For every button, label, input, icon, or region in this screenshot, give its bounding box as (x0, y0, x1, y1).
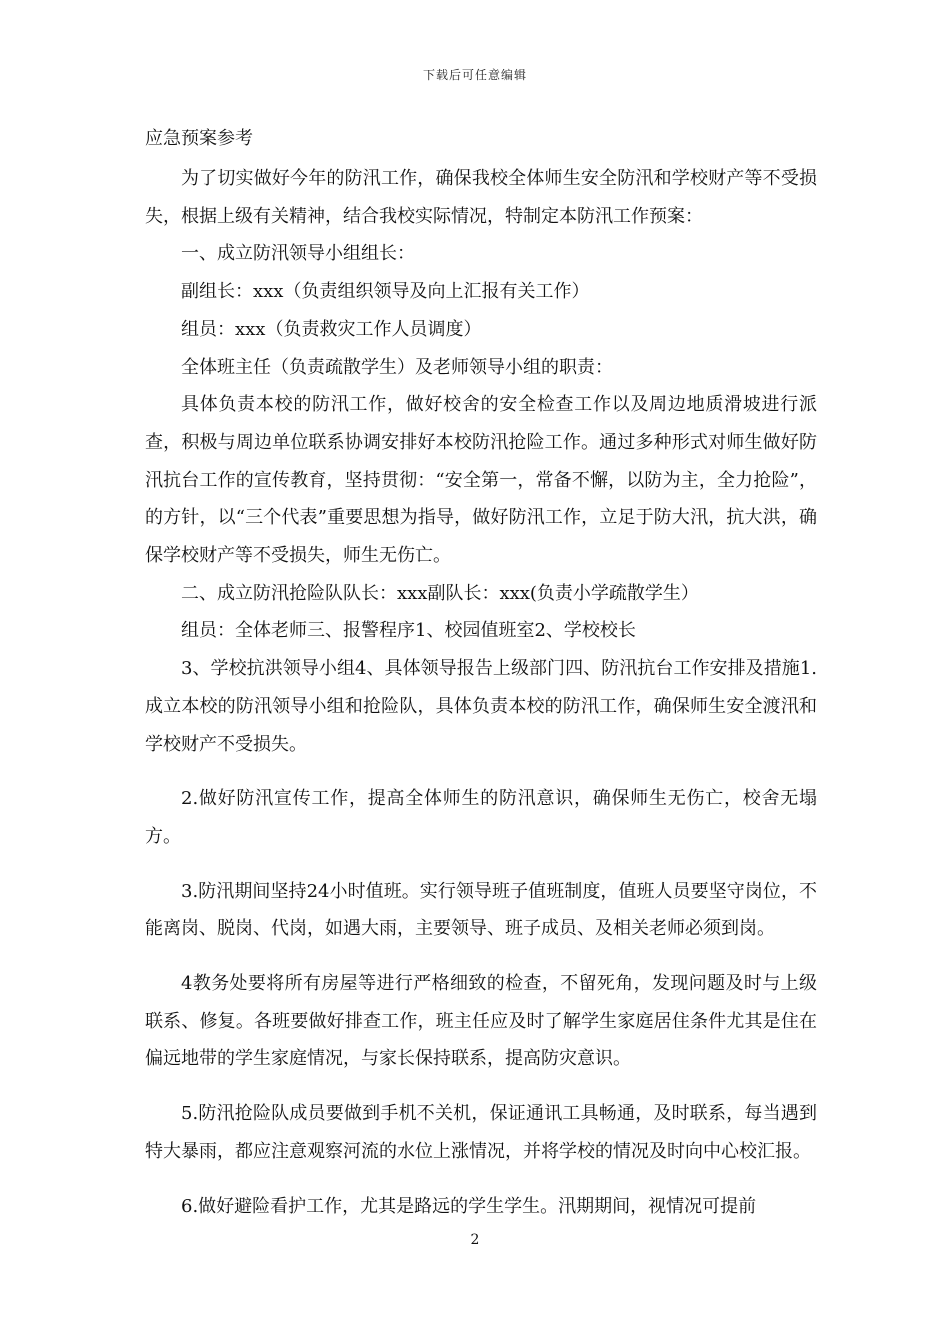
paragraph-deputy-leader: 副组长：xxx（负责组织领导及向上汇报有关工作） (181, 281, 590, 303)
paragraph-section-1-heading: 一、成立防汛领导小组组长： (181, 243, 415, 265)
paragraph-duties-heading: 全体班主任（负责疏散学生）及老师领导小组的职责： (181, 356, 613, 378)
paragraph-measure-4: 4教务处要将所有房屋等进行严格细致的检查，不留死角，发现问题及时与上级联系、修复。各班要做好排查工作，班主任应及时了解学生家庭居住条件尤其是住在偏远地带的学生家庭情况，与家长保持联系，提高防灾意识。 (145, 973, 817, 1070)
page-number: 2 (470, 1232, 480, 1248)
paragraph-measure-5: 5.防汛抢险队成员要做到手机不关机，保证通讯工具畅通，及时联系，每当遇到特大暴雨，都应注意观察河流的水位上涨情况，并将学校的情况及时向中心校汇报。 (145, 1103, 817, 1162)
paragraph-team-members: 组员：全体老师三、报警程序1、校园值班室2、学校校长 (181, 620, 636, 642)
paragraph-members: 组员：xxx（负责救灾工作人员调度） (181, 318, 482, 340)
paragraph-measure-2: 2.做好防汛宣传工作，提高全体师生的防汛意识，确保师生无伤亡，校舍无塌方。 (145, 788, 817, 847)
paragraph-section-2-heading: 二、成立防汛抢险队队长：xxx副队长：xxx(负责小学疏散学生） (181, 582, 699, 604)
page-header: 下载后可任意编辑 (422, 68, 527, 82)
document-title: 应急预案参考 (145, 128, 253, 149)
paragraph-measure-1: 3、学校抗洪领导小组4、具体领导报告上级部门四、防汛抗台工作安排及措施1.成立本校的防汛领导小组和抢险队，具体负责本校的防汛工作，确保师生安全渡汛和学校财产不受损失。 (145, 658, 817, 755)
paragraph-measure-3: 3.防汛期间坚持24小时值班。实行领导班子值班制度，值班人员要坚守岗位，不能离岗、脱岗、代岗，如遇大雨，主要领导、班子成员、及相关老师必须到岗。 (145, 880, 817, 940)
paragraph-intro: 为了切实做好今年的防汛工作，确保我校全体师生安全防汛和学校财产等不受损失，根据上级有关精神，结合我校实际情况，特制定本防汛工作预案： (145, 168, 817, 227)
paragraph-duties: 具体负责本校的防汛工作，做好校舍的安全检查工作以及周边地质滑坡进行派查，积极与周边单位联系协调安排好本校防汛抢险工作。通过多种形式对师生做好防汛抗台工作的宣传教育，坚持贯彻：“安全第一，常备不懈，以防为主，全力抢险”，的方针，以“三个代表”重要思想为指导，做好防汛工作，立足于防大汛，抗大洪，确保学校财产等不受损失，师生无伤亡。 (145, 394, 817, 567)
document-body (145, 160, 817, 1225)
paragraph-measure-6: 6.做好避险看护工作，尤其是路远的学生学生。汛期期间，视情况可提前 (181, 1195, 757, 1217)
